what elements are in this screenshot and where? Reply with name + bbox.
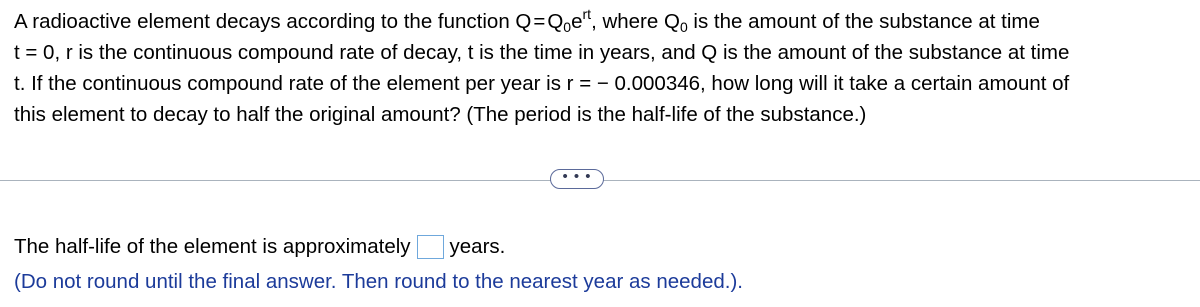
rounding-hint: (Do not round until the final answer. Then round to the nearest year as needed.).: [14, 270, 743, 293]
question-line-1: [14, 6, 1190, 37]
answer-prefix: The half-life of the element is approximately: [14, 235, 411, 258]
question-text: [14, 6, 1190, 130]
q0-subscript: 0: [679, 19, 688, 35]
answer-line: [14, 233, 505, 261]
equals-sign: =: [533, 10, 546, 33]
question-line-3: t. If the continuous compound rate of the element per year is r = − 0.000346, how long will it take a certain amount of: [14, 72, 1070, 95]
formula-q: Q: [547, 10, 564, 33]
question-line-2: t = 0, r is the continuous compound rate of decay, t is the time in years, and Q is the amount of the substance at time: [14, 41, 1070, 64]
question-line-1-middle: , where Q: [591, 10, 680, 33]
formula-exponent: rt: [582, 6, 592, 22]
question-line-4: this element to decay to half the original amount? (The period is the half-life of the substance.): [14, 103, 867, 126]
answer-input[interactable]: [417, 235, 444, 259]
formula-q-subscript: 0: [563, 19, 572, 35]
more-options-button[interactable]: [550, 169, 604, 189]
question-line-1-end: is the amount of the substance at time: [687, 10, 1040, 33]
answer-suffix: years.: [449, 235, 506, 258]
question-line-1-start: A radioactive element decays according to the function Q: [14, 10, 532, 33]
ellipsis-icon: • • •: [562, 167, 592, 185]
formula-e: e: [571, 10, 583, 33]
